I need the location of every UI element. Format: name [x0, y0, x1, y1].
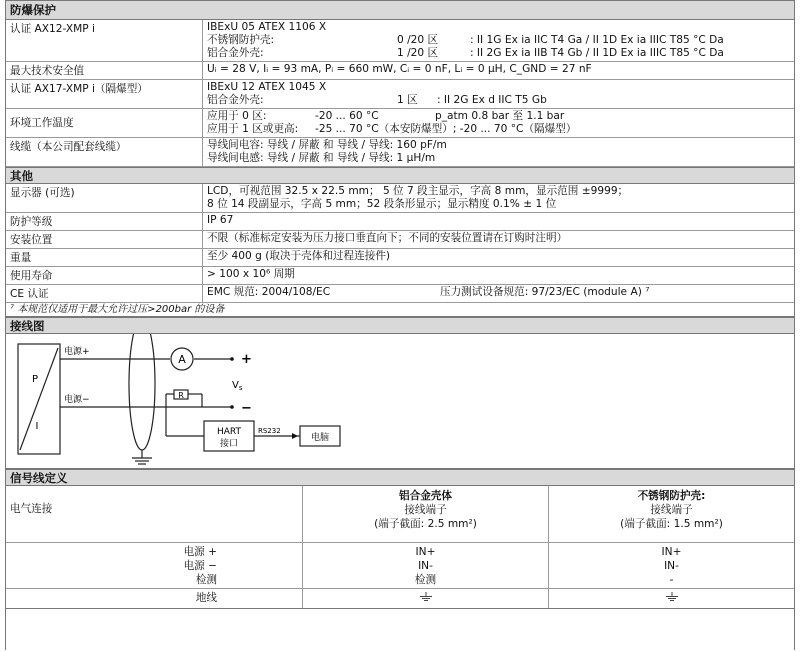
row-weight [6, 249, 794, 267]
transmitter-p-label: P [31, 374, 39, 385]
value-max-safety: Uᵢ = 28 V, Iᵢ = 93 mA, Pᵢ = 660 mW, Cᵢ = 0 nF, Lᵢ = 0 µH, C_GND = 27 nF [207, 63, 592, 75]
transmitter-diagonal [20, 348, 58, 450]
label-ip: 防护等级 [6, 213, 203, 230]
cable-shield-ellipse [129, 334, 155, 450]
display-line-2: 8 位 14 段副显示，字高 5 mm；52 段条形显示；显示精度 0.1% ± 1 位 [207, 198, 557, 210]
row-cert-ax17 [6, 80, 794, 109]
cert-ax17-number: IBExU 12 ATEX 1045 X [207, 81, 327, 93]
signal-ground-row [6, 589, 794, 609]
label-env-temp: 环境工作温度 [6, 109, 203, 137]
value-weight: 至少 400 g (取决于壳体和过程连接件) [207, 250, 391, 262]
label-max-safety: 最大技术安全值 [6, 62, 203, 79]
pc-label: 电脑 [310, 433, 330, 443]
aluminum-pin-detect: 检测 [414, 574, 437, 586]
stainless-pin-minus: IN- [664, 560, 679, 572]
power-plus-label: 电源+ [64, 347, 90, 357]
row-cable [6, 138, 794, 167]
label-mounting: 安装位置 [6, 231, 203, 248]
cable-capacitance: 导线间电容: 导线 / 屏蔽 和 导线 / 导线: 160 pF/m [207, 139, 447, 151]
resistor-label: R [178, 391, 184, 400]
env-zone0-label: 应用于 0 区: [207, 110, 267, 122]
stainless-pin-detect: - [669, 574, 674, 586]
power-minus-label: 电源− [64, 395, 90, 405]
label-cert-ax17: 认证 AX17-XMP i（隔爆型） [6, 80, 203, 108]
signal-pins-row [6, 543, 794, 589]
cert-ax17-al-label: 铝合金外壳: [207, 94, 264, 106]
section-header-other: 其他 [6, 167, 794, 184]
section-header-wiring: 接线图 [6, 317, 794, 334]
cert-ax17-zone: 1 区 [397, 94, 418, 106]
row-cert-ax12 [6, 20, 794, 62]
aluminum-pin-plus: IN+ [415, 546, 436, 558]
label-electrical-connection: 电气连接 [10, 503, 53, 515]
value-lifetime: > 100 x 10⁶ 周期 [207, 268, 295, 280]
section-header-signal: 信号线定义 [6, 469, 794, 486]
vs-label: $V_s$ [232, 380, 243, 392]
ground-icon [665, 591, 679, 601]
cert-ax12-al-zone: 1 /20 区 [397, 47, 439, 59]
row-ce [6, 285, 794, 303]
row-lifetime [6, 267, 794, 285]
transmitter-i-label: I [35, 421, 39, 432]
label-ce: CE 认证 [6, 285, 203, 302]
signal-header-row [6, 486, 794, 543]
stainless-terminal-label: 接线端子 [650, 504, 693, 516]
env-zone1-range: -25 ... 70 °C（本安防爆型）; -20 ... 70 °C（隔爆型） [315, 123, 577, 135]
cert-ax12-ss-label: 不锈钢防护壳: [207, 34, 275, 46]
cert-ax17-marking: : II 2G Ex d IIC T5 Gb [437, 94, 547, 106]
label-weight: 重量 [6, 249, 203, 266]
minus-terminal-label: − [241, 401, 252, 416]
cert-ax12-al-label: 铝合金外壳: [207, 47, 264, 59]
cert-ax12-ss-zone: 0 /20 区 [397, 34, 439, 46]
cable-inductance: 导线间电感: 导线 / 屏蔽 和 导线 / 导线: 1 µH/m [207, 152, 436, 164]
aluminum-terminal-section: (端子截面: 2.5 mm²) [374, 518, 477, 530]
wiring-diagram [6, 334, 794, 469]
hart-interface-label: 接口 [219, 439, 239, 449]
stainless-pin-plus: IN+ [661, 546, 682, 558]
env-zone1-label: 应用于 1 区或更高: [207, 123, 299, 135]
row-ip [6, 213, 794, 231]
stainless-terminal-section: (端子截面: 1.5 mm²) [620, 518, 723, 530]
row-mounting [6, 231, 794, 249]
datasheet-page [5, 0, 795, 650]
hart-label: HART [216, 427, 242, 437]
value-ce-pressure: 压力测试设备规范: 97/23/EC (module A) ⁷ [440, 286, 650, 298]
label-cert-ax12: 认证 AX12-XMP i [6, 20, 203, 61]
label-ground: 地线 [195, 592, 217, 604]
stainless-housing-title: 不锈钢防护壳: [637, 490, 706, 502]
cert-ax12-ss-marking: : II 1G Ex ia IIC T4 Ga / II 1D Ex ia IIIC T85 °C Da [470, 34, 724, 46]
row-display [6, 184, 794, 213]
label-power-plus: 电源 + [183, 546, 217, 558]
env-zone0-pressure: p_atm 0.8 bar 至 1.1 bar [435, 110, 565, 122]
label-power-minus: 电源 − [183, 560, 217, 572]
label-lifetime: 使用寿命 [6, 267, 203, 284]
cert-ax12-al-marking: : II 2G Ex ia IIB T4 Gb / II 1D Ex ia IIIC T85 °C Da [470, 47, 724, 59]
aluminum-pin-minus: IN- [418, 560, 433, 572]
value-ce-emc: EMC 规范: 2004/108/EC [207, 286, 331, 298]
rs232-label: RS232 [258, 427, 281, 435]
env-zone0-range: -20 ... 60 °C [315, 110, 379, 122]
aluminum-housing-title: 铝合金壳体 [399, 490, 452, 502]
row-env-temp [6, 109, 794, 138]
label-cable: 线缆（本公司配套线缆） [6, 138, 203, 166]
section-header-explosion: 防爆保护 [6, 0, 794, 20]
value-mounting: 不限（标准标定安装为压力接口垂直向下；不同的安装位置请在订购时注明） [207, 232, 568, 244]
ammeter-label: A [178, 353, 186, 366]
ground-icon [419, 591, 433, 601]
cert-ax12-number: IBExU 05 ATEX 1106 X [207, 21, 327, 33]
value-cert-ax12 [203, 20, 794, 61]
value-ip: IP 67 [207, 214, 234, 226]
row-max-safety [6, 62, 794, 80]
display-line-1: LCD，可视范围 32.5 x 22.5 mm； 5 位 7 段主显示，字高 8 mm，显示范围 ±9999； [207, 185, 629, 197]
label-display: 显示器 (可选) [6, 184, 203, 212]
label-detect: 检测 [195, 574, 217, 586]
aluminum-terminal-label: 接线端子 [404, 504, 447, 516]
footnote-overpressure: ⁷ 本规范仅适用于最大允许过压>200bar 的设备 [6, 303, 794, 317]
plus-terminal-label: + [241, 352, 252, 367]
